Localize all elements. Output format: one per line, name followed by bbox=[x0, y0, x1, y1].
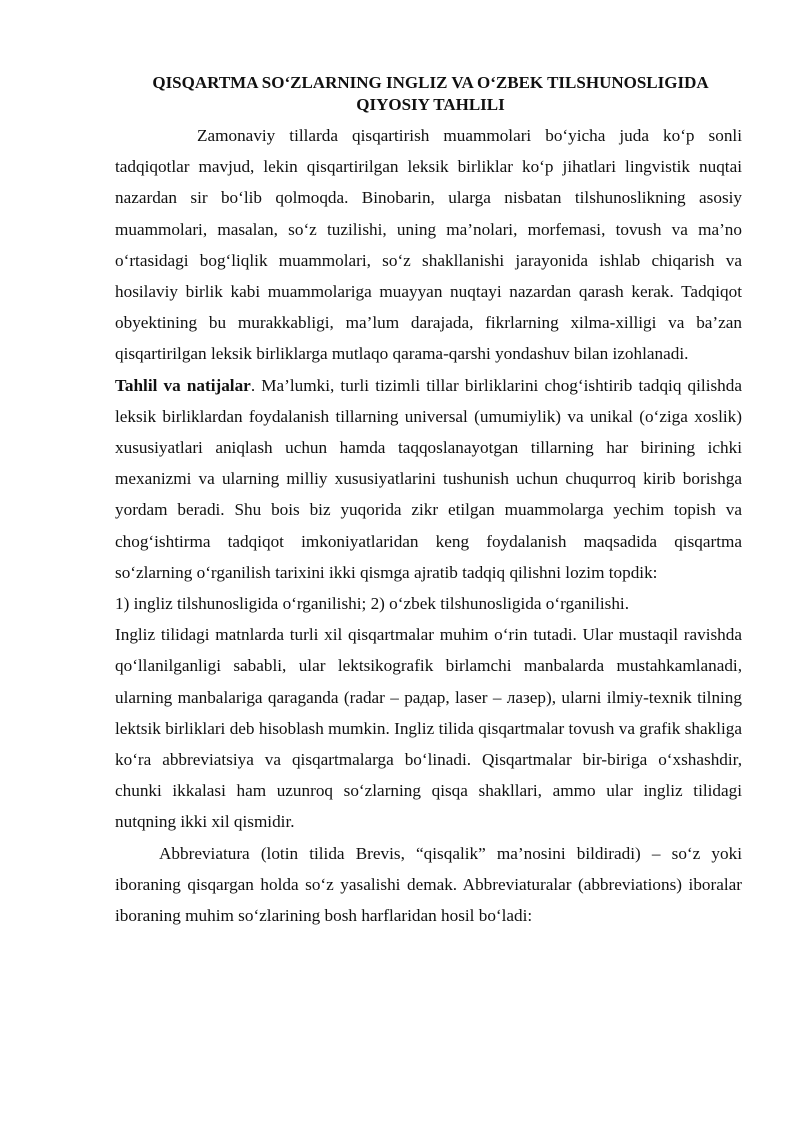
document-title: QISQARTMA SO‘ZLARNING INGLIZ VA O‘ZBEK TILSHUNOSLIGIDA QIYOSIY TAHLILI bbox=[152, 73, 709, 114]
paragraph-analysis-text: . Ma’lumki, turli tizimli tillar birliklarini chog‘ishtirib tadqiq qilishda leksik birliklardan foydalanish tillarning universal (umumiylik) va unikal (o‘ziga xoslik) xususiyatlari aniqlash uchun hamda taqqoslanayotgan tillarning har birining ichki mexanizmi va ularning milliy xususiyatlarini tushunish uchun chuqurroq kirib borishga yordam beradi. Shu bois biz yuqorida zikr etilgan muammolarga yechim topish va chog‘ishtirma tadqiqot imkoniyatlaridan keng foydalanish maqsadida qisqartma so‘zlarning o‘rganilish tarixini ikki qismga ajratib tadqiq qilishni lozim topdik: bbox=[115, 375, 742, 582]
paragraph-analysis bbox=[115, 370, 742, 588]
paragraph-intro: Zamonaviy tillarda qisqartirish muammolari bo‘yicha juda ko‘p sonli tadqiqotlar mavjud, lekin qisqartirilgan leksik birliklar ko‘p jihatlari lingvistik nuqtai nazardan sir bo‘lib qolmoqda. Binobarin, ularga nisbatan tilshunoslikning asosiy muammolari, masalan, so‘z tuzilishi, uning ma’nolari, morfemasi, tovush va ma’no o‘rtasidagi bog‘liqlik muammolari, so‘z shakllanishi jarayonida ishlab chiqarish va hosilaviy birlik kabi muammolariga muayyan nuqtayi nazardan qarash kerak. Tadqiqot obyektining bu murakkabligi, ma’lum darajada, fikrlarning xilma-xilligi va ba’zan qisqartirilgan leksik birliklarga mutlaqo qarama-qarshi yondashuv bilan izohlanadi. bbox=[115, 126, 742, 364]
paragraph-english: Ingliz tilidagi matnlarda turli xil qisqartmalar muhim o‘rin tutadi. Ular mustaqil ravishda qo‘llanilganligi sababli, ular lektsikografik birlamchi manbalarda mustahkamlanadi, ularning manbalariga qaraganda (radar – радар, laser – лазер), ularni ilmiy-texnik tilning lektsik birliklari deb hisoblash mumkin. Ingliz tilida qisqartmalar tovush va grafik shakliga ko‘ra abbreviatsiya va qisqartmalarga bo‘linadi. Qisqartmalar bir-biriga o‘xshashdir, chunki ikkalasi ham uzunroq so‘zlarning qisqa shakllari, ammo ular ingliz tilidagi nutqning ikki xil qismidir. bbox=[115, 625, 742, 832]
section-heading: Tahlil va natijalar bbox=[115, 375, 251, 395]
paragraph-list: 1) ingliz tilshunosligida o‘rganilishi; 2) o‘zbek tilshunosligida o‘rganilishi. bbox=[115, 594, 629, 614]
paragraph-abbreviation: Abbreviatura (lotin tilida Brevis, “qisqalik” ma’nosini bildiradi) – so‘z yoki iboraning qisqargan holda so‘z yasalishi demak. Abbreviaturalar (abbreviations) iboralar iboraning muhim so‘zlarining bosh harflaridan hosil bo‘ladi: bbox=[115, 843, 742, 926]
